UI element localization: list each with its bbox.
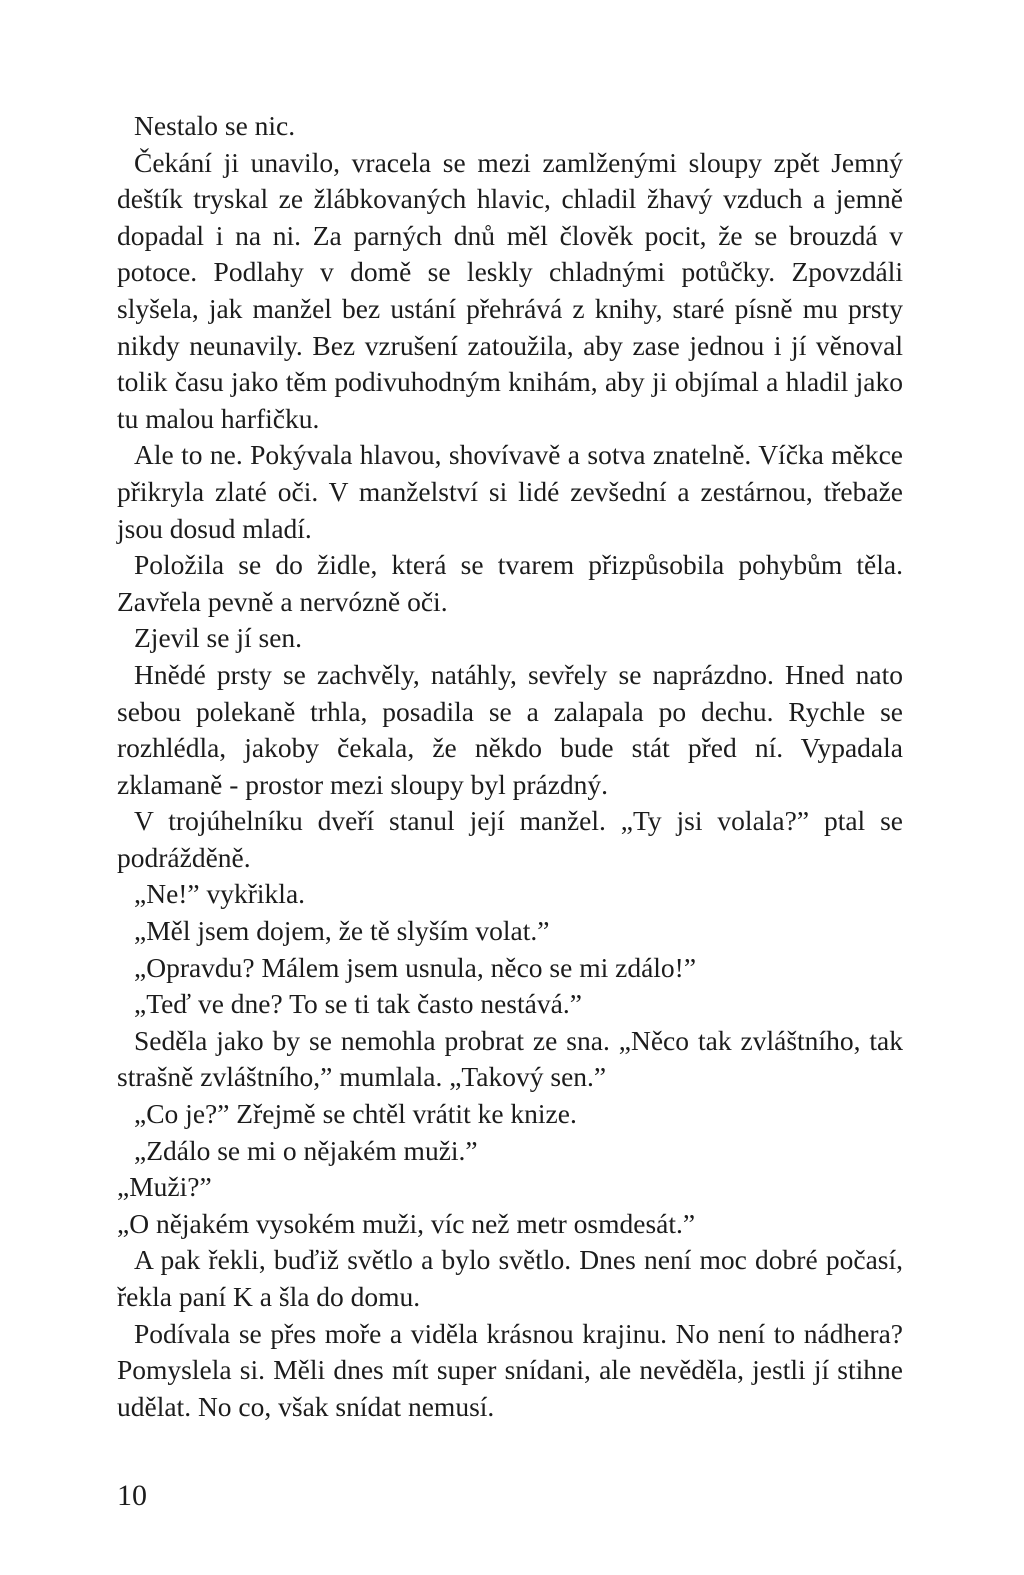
paragraph: Položila se do židle, která se tvarem přizpůsobila pohybům těla. Zavřela pevně a nervózně oči. bbox=[117, 549, 903, 617]
paragraph: Podívala se přes moře a viděla krásnou krajinu. No není to nádhera? Pomyslela si. Měli dnes mít super snídani, ale nevěděla, jestli jí stihne udělat. No co, však snídat nemusí. bbox=[117, 1317, 903, 1422]
paragraph: Ale to ne. Pokývala hlavou, shovívavě a sotva znatelně. Víčka měkce přikryla zlaté oči. V manželství si lidé zevšední a zestárnou, třebaže jsou dosud mladí. bbox=[117, 439, 903, 544]
paragraph: „Ne!” vykřikla. bbox=[134, 878, 306, 910]
page-body-text bbox=[117, 108, 903, 1425]
paragraph: Hnědé prsty se zachvěly, natáhly, sevřely se naprázdno. Hned nato sebou polekaně trhla, posadila se a zalapala po dechu. Rychle se rozhlédla, jakoby čekala, že někdo bude stát před ní. Vypadala zklamaně - prostor mezi sloupy byl prázdný. bbox=[117, 658, 903, 800]
paragraph: A pak řekli, buďiž světlo a bylo světlo. Dnes není moc dobré počasí, řekla paní K a šla do domu. bbox=[117, 1244, 903, 1312]
paragraph: „Co je?” Zřejmě se chtěl vrátit ke knize. bbox=[134, 1098, 577, 1130]
paragraph: „Teď ve dne? To se ti tak často nestává.” bbox=[134, 988, 582, 1020]
paragraph: Zjevil se jí sen. bbox=[134, 622, 303, 654]
paragraph: „Muži?” bbox=[117, 1171, 212, 1203]
paragraph: „O nějakém vysokém muži, víc než metr osmdesát.” bbox=[117, 1207, 696, 1239]
page-number: 10 bbox=[117, 1479, 147, 1512]
paragraph: V trojúhelníku dveří stanul její manžel. „Ty jsi volala?” ptal se podrážděně. bbox=[117, 805, 903, 873]
paragraph: „Zdálo se mi o nějakém muži.” bbox=[134, 1134, 478, 1166]
paragraph: „Měl jsem dojem, že tě slyším volat.” bbox=[134, 915, 550, 947]
paragraph: Seděla jako by se nemohla probrat ze sna. „Něco tak zvláštního, tak strašně zvláštního,” mumlala. „Takový sen.” bbox=[117, 1024, 903, 1093]
paragraph: „Opravdu? Málem jsem usnula, něco se mi zdálo!” bbox=[134, 951, 697, 983]
paragraph: Čekání ji unavilo, vracela se mezi zamlženými sloupy zpět Jemný deštík tryskal ze žlábkovaných hlavic, chladil žhavý vzduch a jemně dopadal i na ni. Za parných dnů měl člověk pocit, že se brouzdá v potoce. Podlahy v domě se leskly chladnými potůčky. Zpovzdáli slyšela, jak manžel bez ustání přehrává z knihy, staré písně mu prsty nikdy neunavily. Bez vzrušení zatoužila, aby zase jednou i jí věnoval tolik času jako těm podivuhodným knihám, aby ji objímal a hladil jako tu malou harfičku. bbox=[117, 146, 903, 434]
paragraph: Nestalo se nic. bbox=[134, 110, 296, 141]
